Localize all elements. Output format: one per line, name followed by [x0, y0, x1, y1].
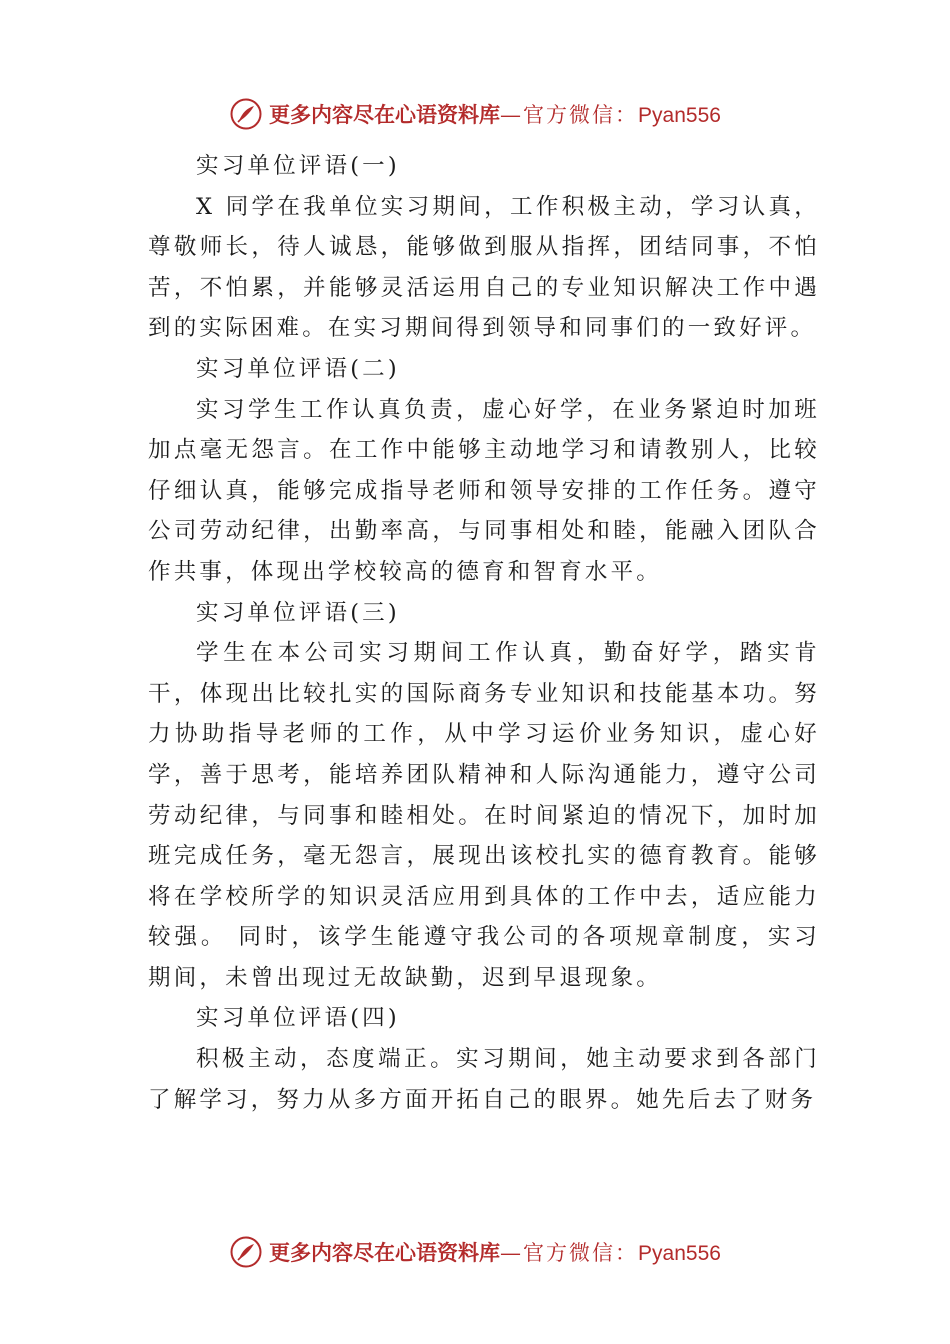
- banner-rest: —官方微信：: [500, 1241, 639, 1265]
- header-banner: [0, 92, 950, 136]
- footer-banner: [0, 1230, 950, 1274]
- banner-text: [269, 99, 721, 129]
- section-paragraph: X 同学在我单位实习期间，工作积极主动，学习认真，尊敬师长，待人诚恳，能够做到服从指挥，团结同事，不怕苦，不怕累，并能够灵活运用自己的专业知识解决工作中遇到的实际困难。在实习期间得到领导和同事们的一致好评。: [148, 193, 820, 342]
- banner-text: [269, 1237, 721, 1267]
- banner-wechat-id: Pyan556: [638, 1242, 721, 1265]
- section-heading: 实习单位评语(二): [196, 355, 400, 382]
- banner-wechat-id: Pyan556: [638, 104, 721, 127]
- section-paragraph: 积极主动，态度端正。实习期间，她主动要求到各部门了解学习，努力从多方面开拓自己的眼界。她先后去了财务: [148, 1046, 820, 1113]
- document-body: [148, 146, 820, 1120]
- banner-highlight: 更多内容尽在心语资料库: [269, 102, 501, 127]
- brand-logo-icon: [229, 97, 263, 131]
- section-heading: 实习单位评语(三): [196, 599, 400, 626]
- section-paragraph: 学生在本公司实习期间工作认真，勤奋好学，踏实肯干，体现出比较扎实的国际商务专业知识和技能基本功。努力协助指导老师的工作，从中学习运价业务知识，虚心好学，善于思考，能培养团队精神和人际沟通能力，遵守公司劳动纪律，与同事和睦相处。在时间紧迫的情况下，加时加班完成任务，毫无怨言，展现出该校扎实的德育教育。能够将在学校所学的知识灵活应用到具体的工作中去，适应能力较强。 同时，该学生能遵守我公司的各项规章制度，实习期间，未曾出现过无故缺勤，迟到早退现象。: [148, 640, 820, 991]
- brand-logo-icon: [229, 1235, 263, 1269]
- section-heading: 实习单位评语(四): [196, 1005, 400, 1032]
- banner-highlight: 更多内容尽在心语资料库: [269, 1240, 501, 1265]
- banner-rest: —官方微信：: [500, 103, 639, 127]
- section-paragraph: 实习学生工作认真负责，虚心好学，在业务紧迫时加班加点毫无怨言。在工作中能够主动地学习和请教别人，比较仔细认真，能够完成指导老师和领导安排的工作任务。遵守公司劳动纪律，出勤率高，与同事相处和睦，能融入团队合作共事，体现出学校较高的德育和智育水平。: [148, 396, 820, 585]
- section-heading: 实习单位评语(一): [196, 153, 400, 179]
